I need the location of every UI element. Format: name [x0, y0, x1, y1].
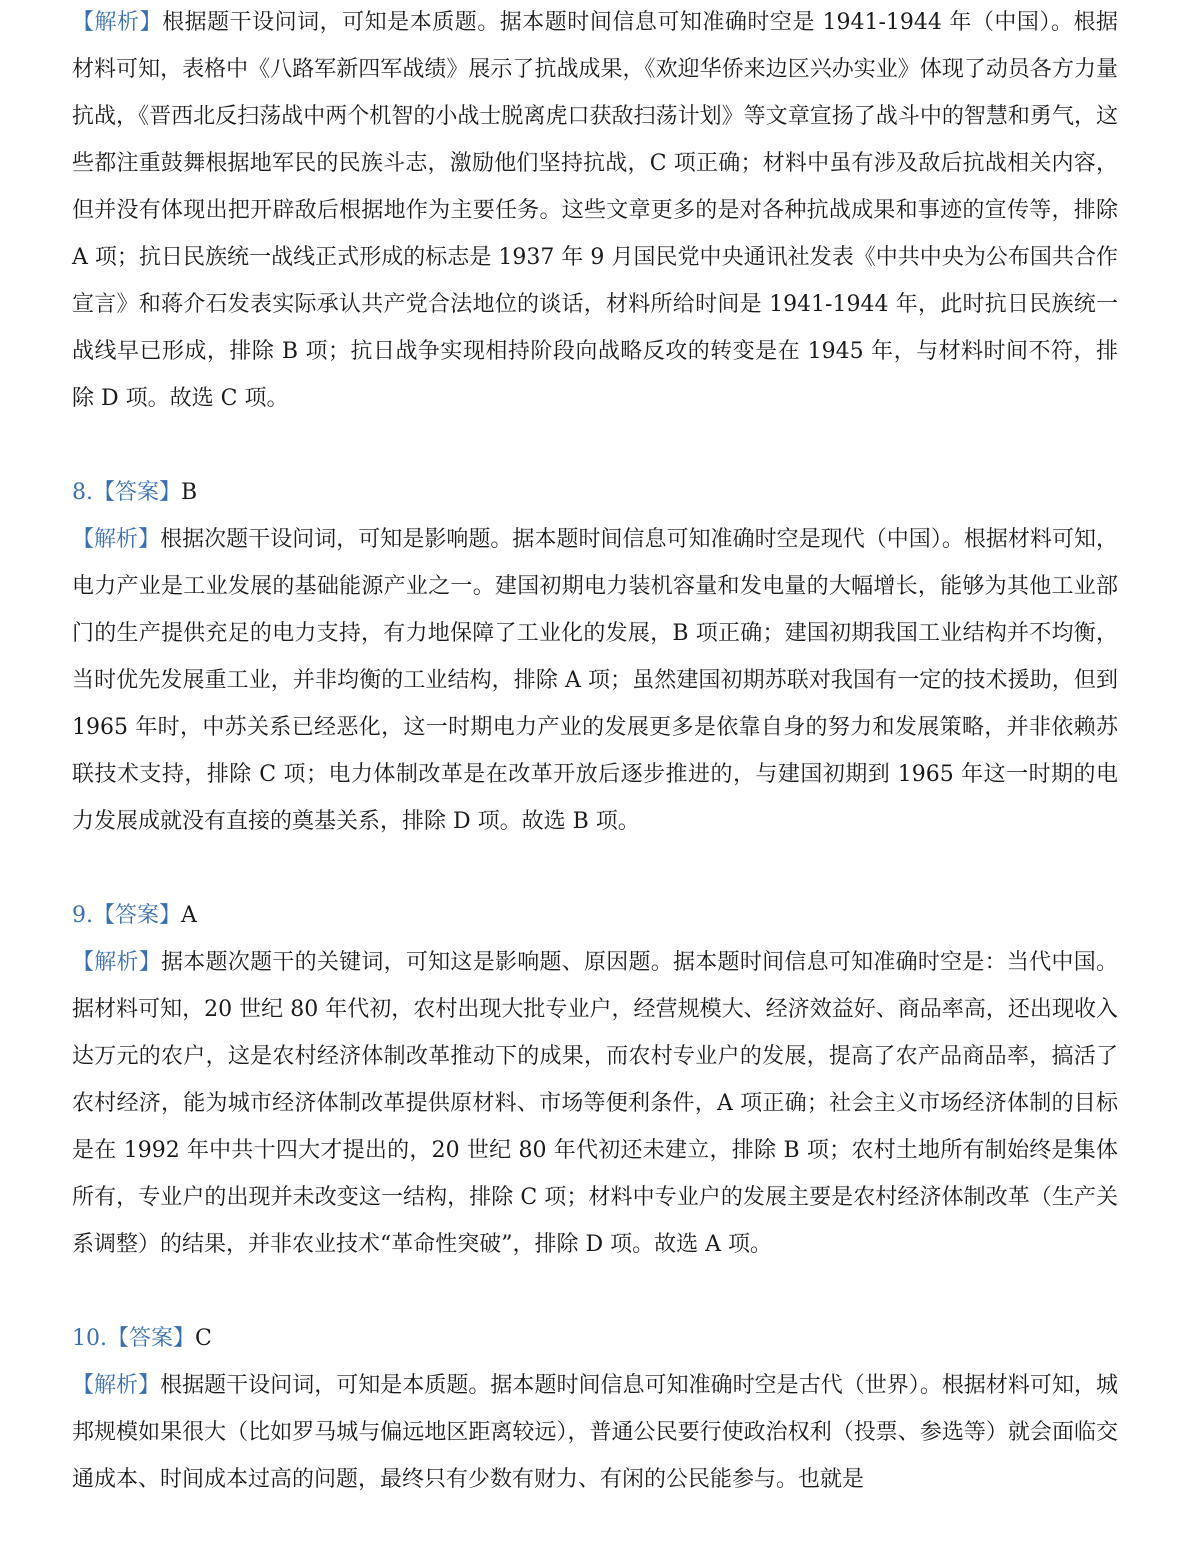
- question-number: 8.: [72, 480, 93, 505]
- document-page: [72, 0, 1118, 1503]
- spacer: [72, 1268, 1118, 1315]
- analysis-text: 根据次题干设问词，可知是影响题。据本题时间信息可知准确时空是现代（中国）。根据材料可知，电力产业是工业发展的基础能源产业之一。建国初期电力装机容量和发电量的大幅增长，能够为其他工业部门的生产提供充足的电力支持，有力地保障了工业化的发展，B 项正确；建国初期我国工业结构并不均衡，当时优先发展重工业，并非均衡的工业结构，排除 A 项；虽然建国初期苏联对我国有一定的技术援助，但到 1965 年时，中苏关系已经恶化，这一时期电力产业的发展更多是依靠自身的努力和发展策略，并非依赖苏联技术支持，排除 C 项；电力体制改革是在改革开放后逐步推进的，与建国初期到 1965 年这一时期的电力发展成就没有直接的奠基关系，排除 D 项。故选 B 项。: [72, 527, 1118, 834]
- question-8-block: [72, 469, 1118, 845]
- analysis-tag: 【解析】: [72, 527, 161, 552]
- question-8-answer-line: [72, 469, 1118, 516]
- question-10-answer-line: [72, 1315, 1118, 1362]
- question-7-analysis: [72, 0, 1118, 422]
- question-7-block: [72, 0, 1118, 422]
- answer-tag: 【答案】: [93, 903, 182, 928]
- question-10-block: [72, 1315, 1118, 1503]
- question-number: 10.: [72, 1326, 107, 1351]
- analysis-tag: 【解析】: [72, 1373, 161, 1398]
- question-9-analysis: [72, 939, 1118, 1268]
- question-8-analysis: [72, 516, 1118, 845]
- spacer: [72, 845, 1118, 892]
- answer-letter: C: [195, 1326, 212, 1351]
- answer-letter: B: [181, 480, 198, 505]
- spacer: [72, 422, 1118, 469]
- answer-tag: 【答案】: [93, 480, 182, 505]
- answer-letter: A: [181, 903, 197, 928]
- question-number: 9.: [72, 903, 93, 928]
- question-9-answer-line: [72, 892, 1118, 939]
- answer-tag: 【答案】: [107, 1326, 196, 1351]
- question-9-block: [72, 892, 1118, 1268]
- question-10-analysis: [72, 1362, 1118, 1503]
- analysis-text: 据本题次题干的关键词，可知这是影响题、原因题。据本题时间信息可知准确时空是：当代中国。据材料可知，20 世纪 80 年代初，农村出现大批专业户，经营规模大、经济效益好、商品率高，还出现收入达万元的农户，这是农村经济体制改革推动下的成果，而农村专业户的发展，提高了农产品商品率，搞活了农村经济，能为城市经济体制改革提供原材料、市场等便利条件，A 项正确；社会主义市场经济体制的目标是在 1992 年中共十四大才提出的，20 世纪 80 年代初还未建立，排除 B 项；农村土地所有制始终是集体所有，专业户的出现并未改变这一结构，排除 C 项；材料中专业户的发展主要是农村经济体制改革（生产关系调整）的结果，并非农业技术“革命性突破”，排除 D 项。故选 A 项。: [72, 950, 1118, 1257]
- analysis-tag: 【解析】: [72, 10, 163, 35]
- analysis-text: 根据题干设问词，可知是本质题。据本题时间信息可知准确时空是 1941-1944 年（中国）。根据材料可知，表格中《八路军新四军战绩》展示了抗战成果，《欢迎华侨来边区兴办实业》体现了动员各方力量抗战，《晋西北反扫荡战中两个机智的小战士脱离虎口获敌扫荡计划》等文章宣扬了战斗中的智慧和勇气，这些都注重鼓舞根据地军民的民族斗志，激励他们坚持抗战，C 项正确；材料中虽有涉及敌后抗战相关内容，但并没有体现出把开辟敌后根据地作为主要任务。这些文章更多的是对各种抗战成果和事迹的宣传等，排除 A 项；抗日民族统一战线正式形成的标志是 1937 年 9 月国民党中央通讯社发表《中共中央为公布国共合作宣言》和蒋介石发表实际承认共产党合法地位的谈话，材料所给时间是 1941-1944 年，此时抗日民族统一战线早已形成，排除 B 项；抗日战争实现相持阶段向战略反攻的转变是在 1945 年，与材料时间不符，排除 D 项。故选 C 项。: [72, 10, 1118, 411]
- analysis-tag: 【解析】: [72, 950, 162, 975]
- analysis-text: 根据题干设问词，可知是本质题。据本题时间信息可知准确时空是古代（世界）。根据材料可知，城邦规模如果很大（比如罗马城与偏远地区距离较远），普通公民要行使政治权利（投票、参选等）就会面临交通成本、时间成本过高的问题，最终只有少数有财力、有闲的公民能参与。也就是: [72, 1373, 1118, 1492]
